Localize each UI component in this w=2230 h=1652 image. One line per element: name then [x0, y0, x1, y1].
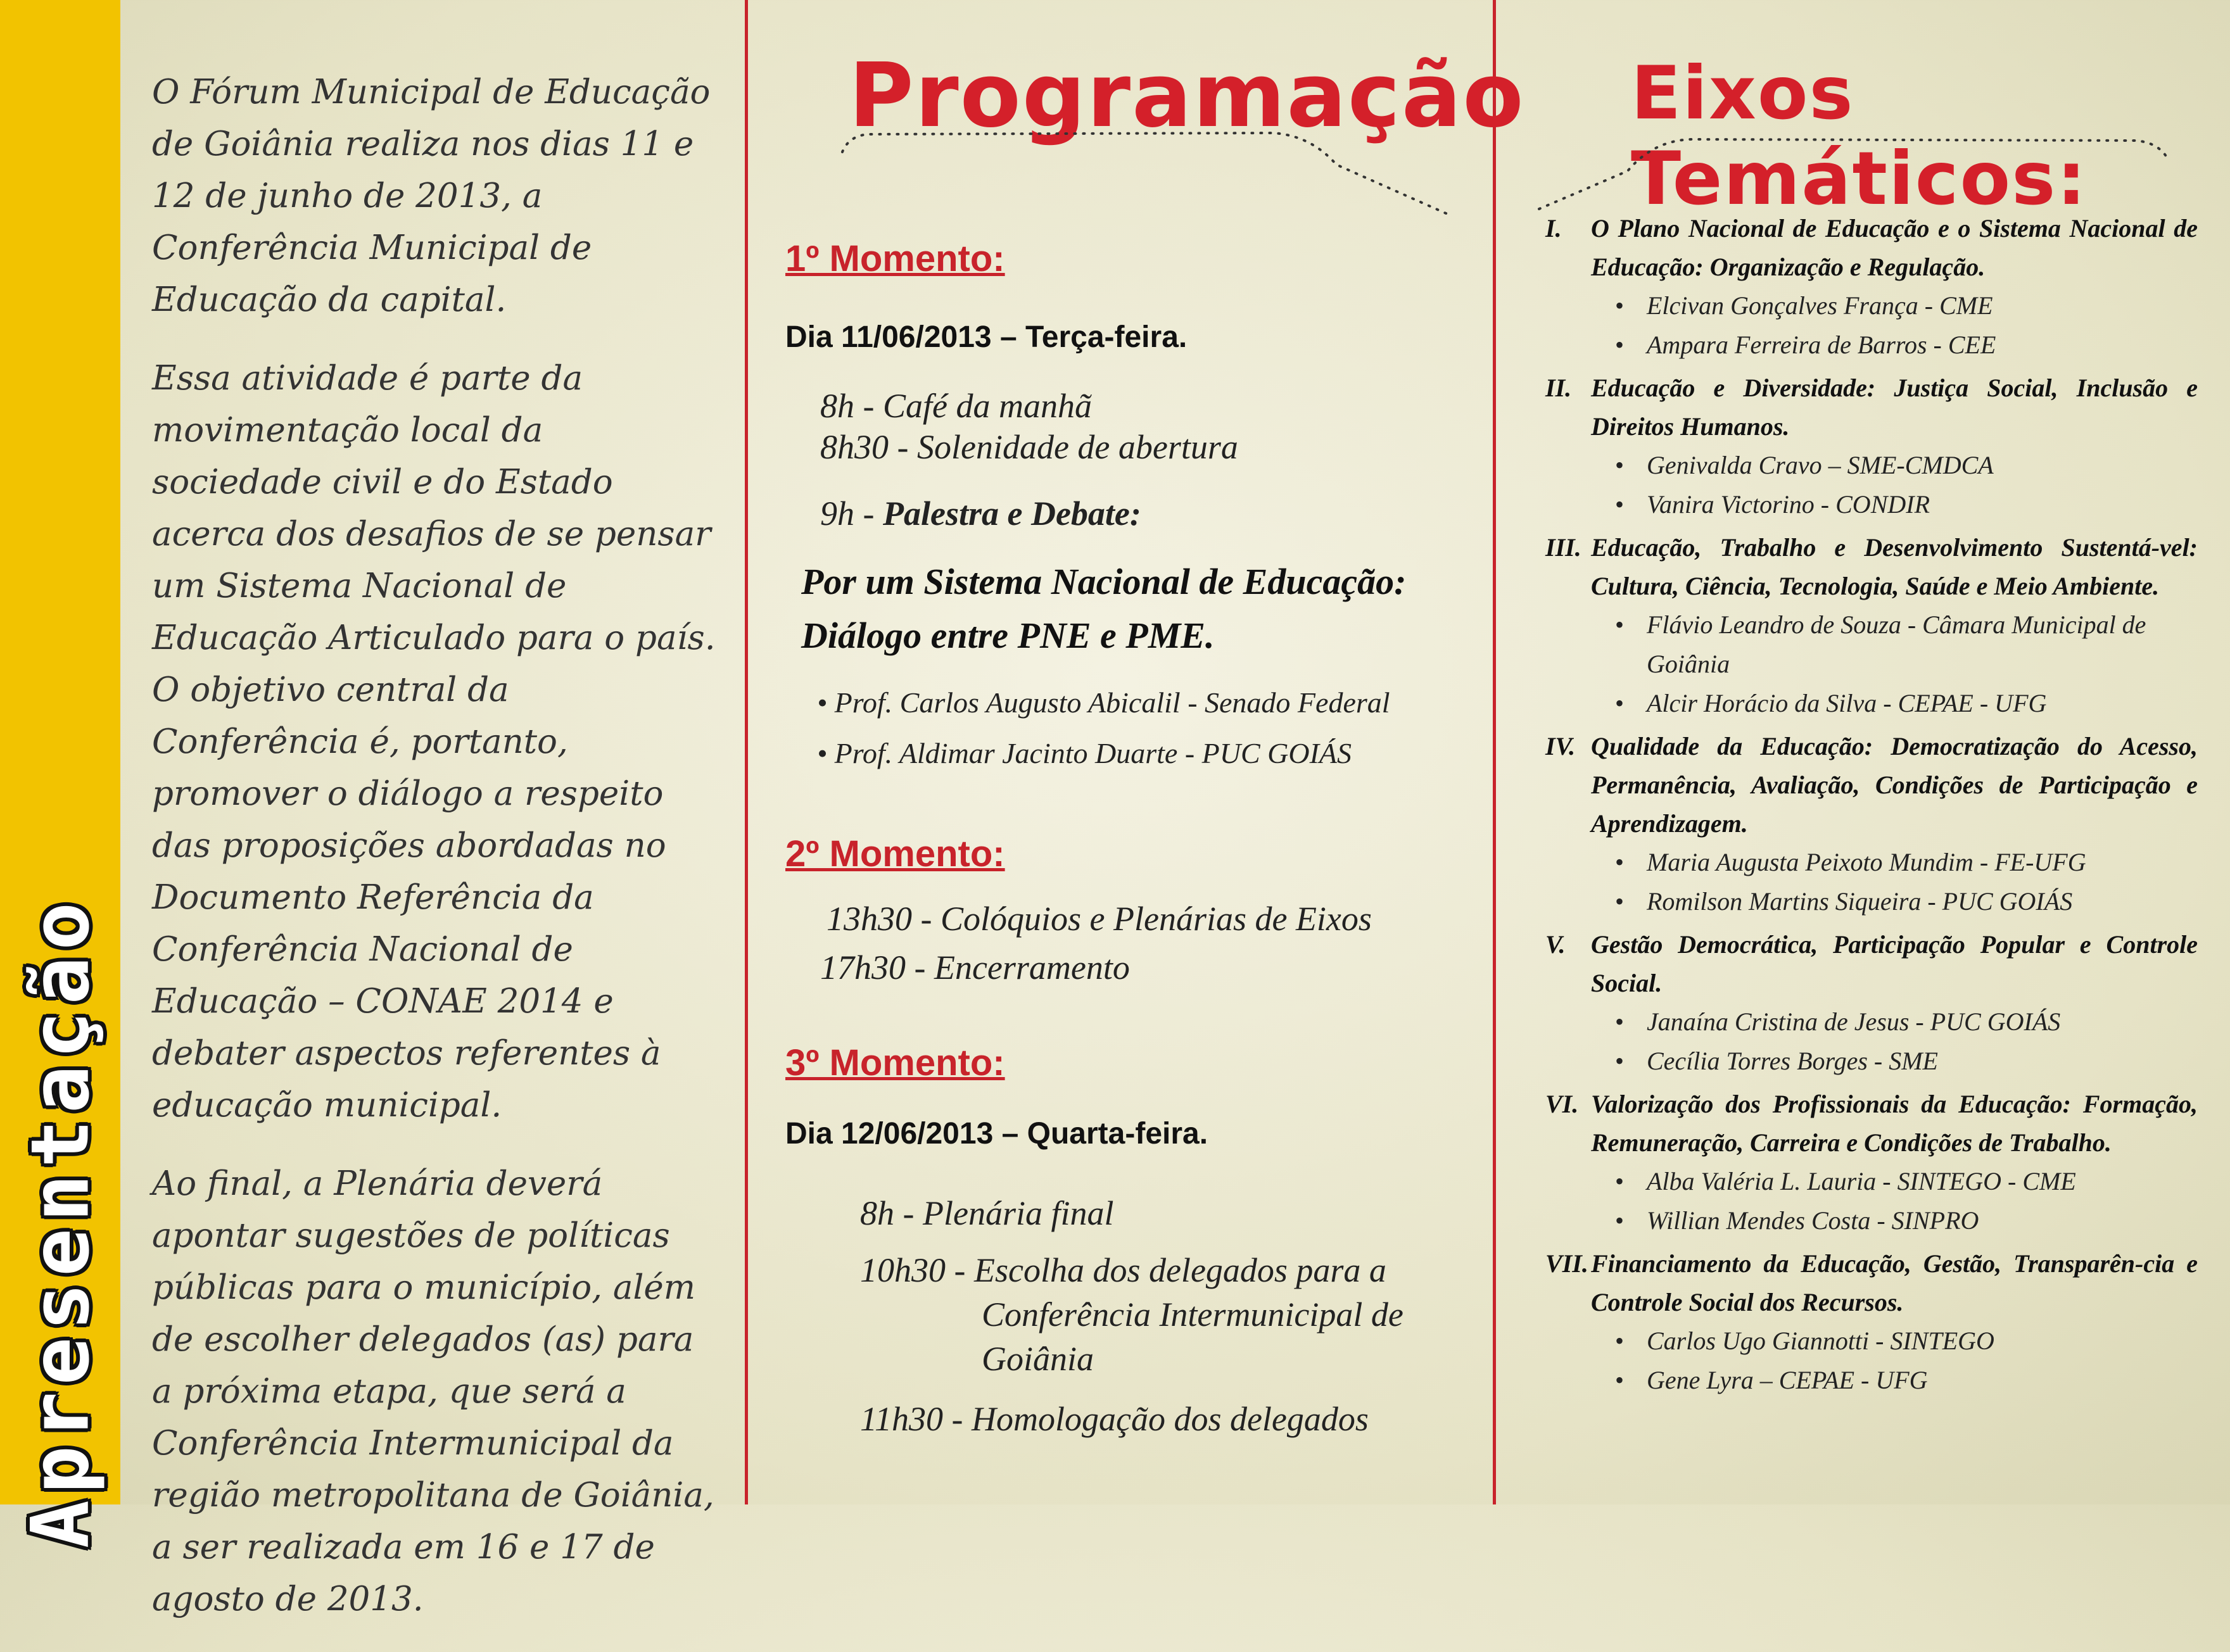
eixo-number: VII.: [1545, 1249, 1588, 1278]
schedule-item: 8h - Café da manhã: [820, 387, 1092, 425]
eixo-title: Gestão Democrática, Participação Popular e Controle Social.: [1591, 930, 2198, 997]
eixo-person: • Alba Valéria L. Lauria - SINTEGO - CME: [1615, 1167, 2076, 1195]
eixo-item: [1545, 369, 2198, 524]
eixo-person: • Alcir Horácio da Silva - CEPAE - UFG: [1615, 689, 2047, 717]
intro-paragraph: Essa atividade é parte da movimentação local da sociedade civil e do Estado acerca dos desafios de se pensar um Sistema Nacional de Educação Articulado para o país. O objetivo central da Conferência é, portanto, promover o diálogo a respeito das proposições abordadas no Documento Referência da Conferência Nacional de Educação – CONAE 2014 e debater aspectos referentes à educação municipal.: [152, 359, 716, 1125]
schedule-item: 11h30 - Homologação dos delegados: [860, 1400, 1369, 1438]
eixo-person: • Maria Augusta Peixoto Mundim - FE-UFG: [1615, 848, 2086, 876]
eixo-item: [1545, 727, 2198, 921]
schedule-item-continuation: Conferência Intermunicipal de: [982, 1296, 1403, 1334]
palestra-line: [820, 494, 1141, 533]
eixo-number: I.: [1545, 214, 1562, 243]
eixo-person: • Gene Lyra – CEPAE - UFG: [1615, 1366, 1928, 1394]
palestra-time: 9h -: [820, 495, 883, 533]
eixo-person: • Vanira Victorino - CONDIR: [1615, 490, 1930, 519]
eixo-person: • Janaína Cristina de Jesus - PUC GOIÁS: [1615, 1007, 2061, 1036]
eixo-number: VI.: [1545, 1090, 1579, 1118]
eixo-item: [1545, 925, 2198, 1081]
palestra-title-line: Por um Sistema Nacional de Educação:: [801, 561, 1407, 602]
column-divider-right: [1493, 0, 1496, 1504]
palestra-title-line: Diálogo entre PNE e PME.: [801, 615, 1215, 656]
eixo-title: Valorização dos Profissionais da Educação: Formação, Remuneração, Carreira e Condições de Trabalho.: [1591, 1090, 2198, 1157]
palestra-label: Palestra e Debate:: [882, 495, 1141, 533]
eixo-number: III.: [1545, 533, 1581, 562]
eixo-number: II.: [1545, 374, 1572, 402]
dotted-arc-decoration: [830, 127, 1463, 222]
programacao-title: Programação: [849, 44, 1525, 148]
eixo-person: • Flávio Leandro de Souza - Câmara Municipal de Goiânia: [1615, 610, 2146, 678]
momento-2-heading: 2º Momento:: [785, 833, 1005, 874]
schedule-item: 10h30 - Escolha dos delegados para a: [860, 1251, 1386, 1289]
eixo-person: • Ampara Ferreira de Barros - CEE: [1615, 331, 1996, 359]
schedule-item: 8h - Plenária final: [860, 1194, 1114, 1232]
eixo-person: • Carlos Ugo Giannotti - SINTEGO: [1615, 1327, 1994, 1355]
eixos-list: [1545, 209, 2198, 1404]
momento-3-date: Dia 12/06/2013 – Quarta-feira.: [785, 1117, 1208, 1151]
eixo-person: • Romilson Martins Siqueira - PUC GOIÁS: [1615, 887, 2073, 916]
intro-paragraph: O Fórum Municipal de Educação de Goiânia realiza nos dias 11 e 12 de junho de 2013, a Conferência Municipal de Educação da capital.: [152, 73, 711, 319]
momento-1-heading: 1º Momento:: [785, 238, 1005, 279]
eixo-number: IV.: [1545, 732, 1576, 760]
eixo-title: Educação e Diversidade: Justiça Social, Inclusão e Direitos Humanos.: [1591, 374, 2198, 441]
eixo-title: O Plano Nacional de Educação e o Sistema Nacional de Educação: Organização e Regulação.: [1591, 214, 2198, 281]
speaker-item: • Prof. Aldimar Jacinto Duarte - PUC GOIÁS: [817, 737, 1352, 769]
eixo-item: [1545, 209, 2198, 365]
eixo-item: [1545, 1244, 2198, 1400]
schedule-item: 17h30 - Encerramento: [820, 949, 1130, 987]
momento-3-heading: 3º Momento:: [785, 1042, 1005, 1083]
eixo-person: • Willian Mendes Costa - SINPRO: [1615, 1206, 1979, 1235]
eixo-person: • Genivalda Cravo – SME-CMDCA: [1615, 451, 1994, 479]
eixo-item: [1545, 528, 2198, 723]
schedule-item: 8h30 - Solenidade de abertura: [820, 428, 1238, 466]
eixo-title: Educação, Trabalho e Desenvolvimento Sustentá-vel: Cultura, Ciência, Tecnologia, Saúde e Meio Ambiente.: [1591, 533, 2198, 600]
sidebar-band: [0, 0, 120, 1549]
column-divider-left: [745, 0, 748, 1504]
schedule-item: 13h30 - Colóquios e Plenárias de Eixos: [827, 900, 1372, 938]
eixos-title: Eixos Temáticos:: [1631, 51, 2087, 222]
intro-section: [152, 66, 716, 1652]
eixo-person: • Cecília Torres Borges - SME: [1615, 1047, 1938, 1075]
sidebar-title: Apresentação: [13, 895, 107, 1549]
intro-paragraph: Ao final, a Plenária deverá apontar sugestões de políticas públicas para o município, além de escolher delegados (as) para a próxima etapa, que será a Conferência Intermunicipal da região metropolitana de Goiânia, a ser realizada em 16 e 17 de agosto de 2013.: [152, 1164, 714, 1618]
schedule-item-continuation: Goiânia: [982, 1340, 1094, 1378]
momento-1-date: Dia 11/06/2013 – Terça-feira.: [785, 320, 1188, 354]
dotted-arc-decoration: [1533, 127, 2172, 222]
eixo-person: • Elcivan Gonçalves França - CME: [1615, 291, 1993, 320]
eixo-title: Financiamento da Educação, Gestão, Transparên-cia e Controle Social dos Recursos.: [1591, 1249, 2198, 1316]
eixo-title: Qualidade da Educação: Democratização do Acesso, Permanência, Avaliação, Condições de Participação e Aprendizagem.: [1591, 732, 2198, 838]
eixo-item: [1545, 1085, 2198, 1240]
speaker-item: • Prof. Carlos Augusto Abicalil - Senado Federal: [817, 686, 1390, 719]
eixo-number: V.: [1545, 930, 1566, 959]
